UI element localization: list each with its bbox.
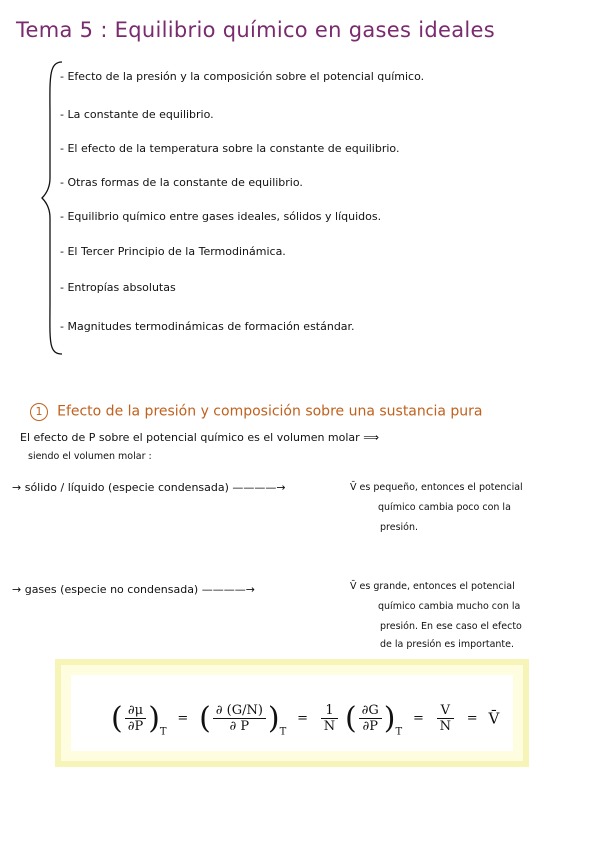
formula-highlight-box — [55, 659, 529, 767]
equals-sign: = — [412, 711, 424, 726]
gas-label: → gases (especie no condensada) ————→ — [12, 583, 255, 596]
gas-description: químico cambia mucho con la — [378, 601, 521, 612]
formula-term: N — [439, 719, 451, 734]
formula-subscript: T — [279, 726, 287, 738]
topics-brace — [40, 60, 64, 356]
topic-item: - El Tercer Principio de la Termodinámica. — [60, 245, 286, 258]
solid-description: presión. — [380, 522, 419, 533]
solid-description: V̄ es pequeño, entonces el potencial — [350, 482, 523, 493]
solid-description: químico cambia poco con la — [378, 502, 511, 513]
intro-text-2: siendo el volumen molar : — [28, 451, 152, 462]
formula-term: V — [437, 703, 454, 719]
formula-term: 1 — [321, 703, 338, 719]
section-number: 1 — [30, 403, 48, 421]
section-title: Efecto de la presión y composición sobre una sustancia pura — [57, 403, 483, 420]
formula-term: N — [323, 719, 336, 734]
formula-term: ∂P — [362, 719, 378, 734]
formula-term: ∂P — [127, 719, 144, 734]
topic-item: - El efecto de la temperatura sobre la constante de equilibrio. — [60, 142, 400, 155]
topic-item: - Otras formas de la constante de equilibrio. — [60, 176, 303, 189]
section-heading — [30, 401, 590, 421]
equals-sign: = — [466, 711, 478, 726]
formula-term: ∂ (G/N) — [213, 703, 266, 719]
topic-item: - La constante de equilibrio. — [60, 108, 214, 121]
page-title: Tema 5 : Equilibrio químico en gases ideales — [16, 18, 495, 42]
chemical-potential-formula: ( $\frac{\partial\mu}{\partial P}$ )$_T$ = ( $\frac{\partial (G/N)}{\partial P}$ )$_T$ = $\frac{1}{N}$ ( $\frac{\partial G}{\partial P}$ )$_T$ = $\frac{V}{N}$ = V̄ — [111, 701, 500, 738]
formula-term: ∂μ — [125, 703, 146, 719]
formula-subscript: T — [159, 726, 167, 738]
topic-item: - Efecto de la presión y la composición sobre el potencial químico. — [60, 70, 425, 83]
equals-sign: = — [177, 711, 189, 726]
formula-term: ∂ P — [229, 719, 250, 734]
equals-sign: = — [297, 711, 308, 726]
solid-label: → sólido / líquido (especie condensada) ————→ — [12, 481, 286, 494]
formula-subscript: T — [395, 726, 403, 738]
intro-text: El efecto de P sobre el potencial químico es el volumen molar ⟹ — [20, 431, 379, 444]
gas-description: V̄ es grande, entonces el potencial — [350, 581, 515, 592]
topic-item: - Equilibrio químico entre gases ideales, sólidos y líquidos. — [60, 210, 382, 223]
formula-term: ∂G — [359, 703, 382, 719]
formula-result: V̄ — [488, 709, 500, 728]
gas-description: de la presión es importante. — [380, 639, 515, 650]
topic-item: - Magnitudes termodinámicas de formación estándar. — [60, 320, 355, 333]
gas-description: presión. En ese caso el efecto — [380, 621, 522, 632]
topic-item: - Entropías absolutas — [60, 281, 176, 294]
